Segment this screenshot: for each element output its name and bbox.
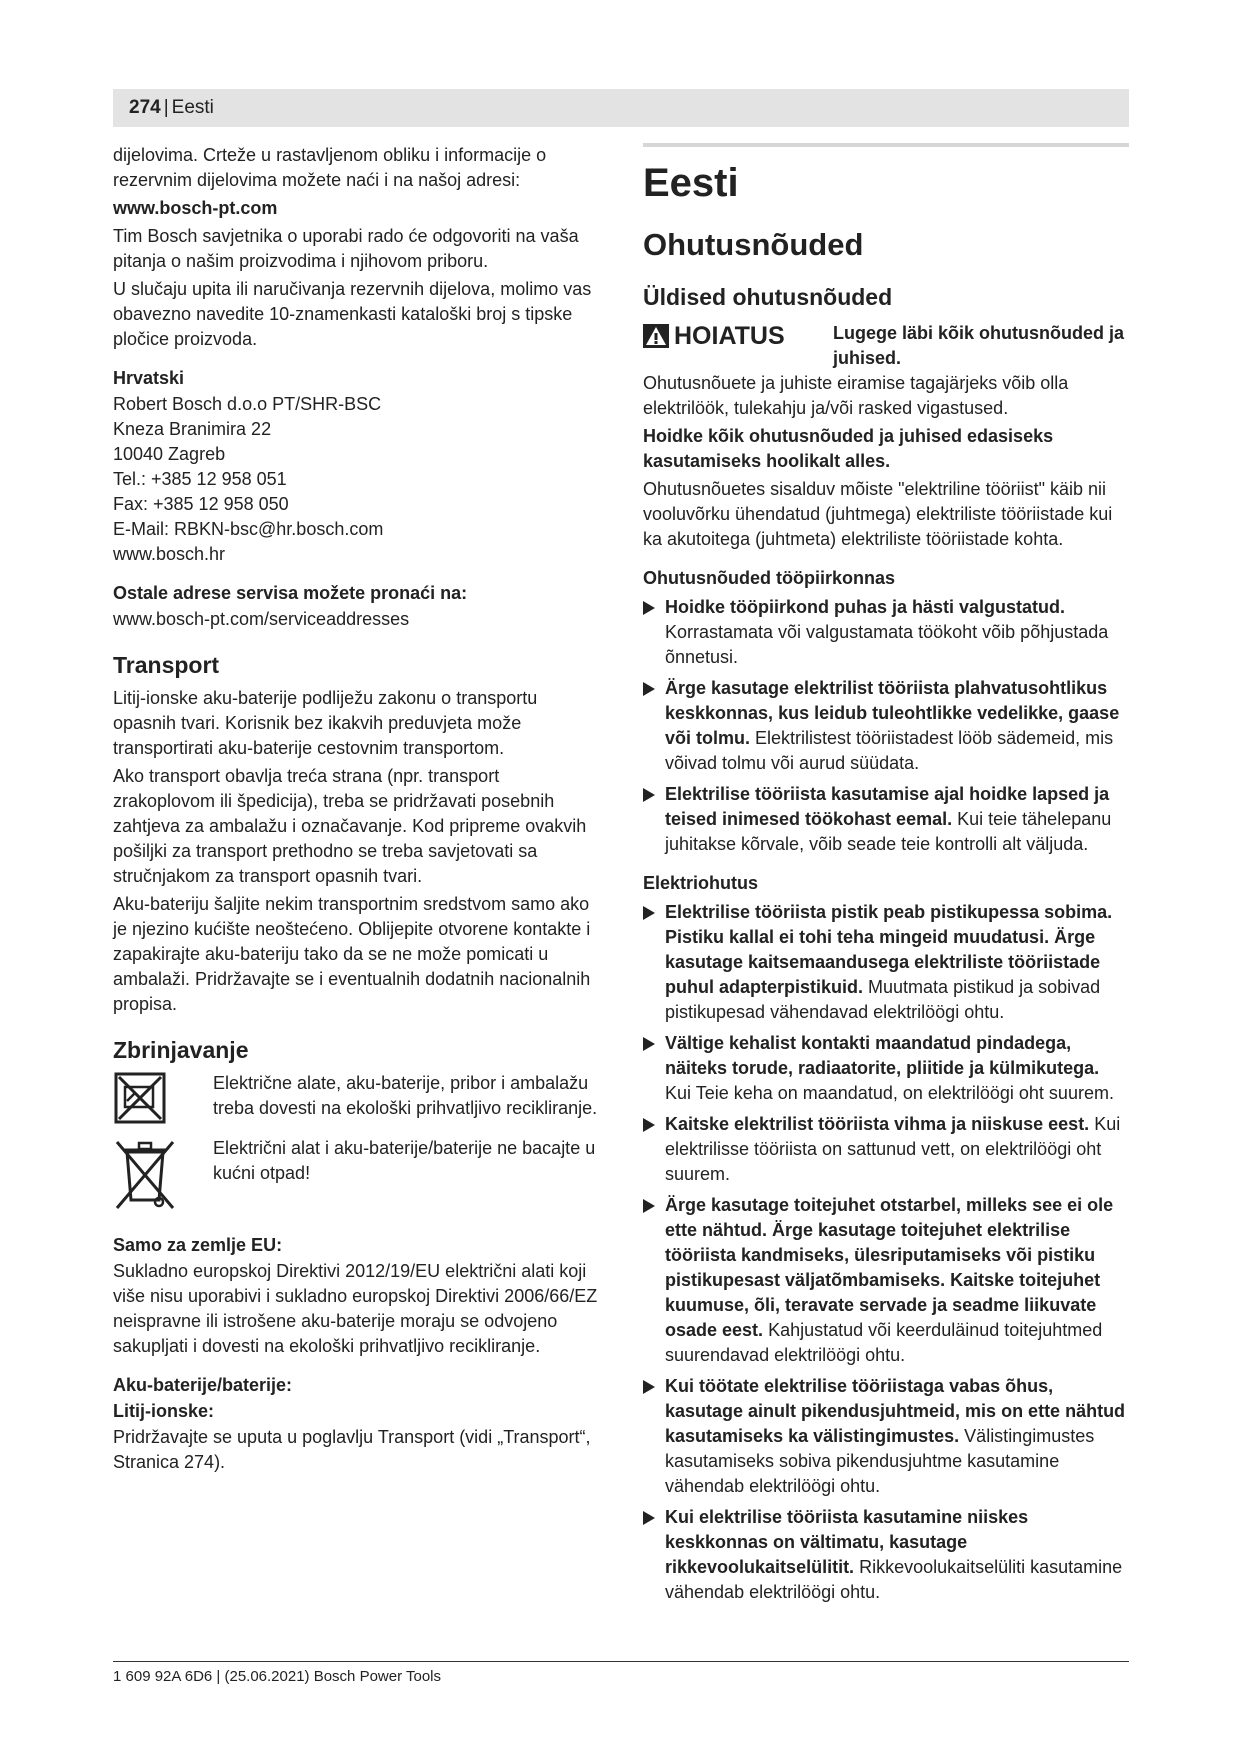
bullet-arrow-icon — [643, 1118, 655, 1132]
bosch-url: www.bosch-pt.com — [113, 198, 278, 218]
list-item: Ärge kasutage toitejuhet otstarbel, milleks see ei ole ette nähtud. Ärge kasutage toitejuhet elektrilise tööriista kandmiseks, ülesriputamiseks või pistiku pistikupesast väljatõmbamiseks. Kaitske toitejuhet kuumuse, õli, teravate servade ja seadme liikuvate osade eest. Kahjustatud või keerduläinud toitejuhtmed suurendavad elektrilöögi ohtu. — [643, 1193, 1129, 1368]
intro-para-1: dijelovima. Crteže u rastavljenom obliku i informacije o rezervnim dijelovima možete naći i na našoj adresi: — [113, 145, 547, 190]
header-section: Eesti — [171, 97, 214, 118]
intro-para-3: U slučaju upita ili naručivanja rezervnih dijelova, molimo vas obavezno navedite 10-znamenkasti kataloški broj s tipske pločice proizvoda. — [113, 279, 592, 349]
aku-title: Aku-baterije/baterije: — [113, 1375, 293, 1395]
service-title: Ostale adrese servisa možete pronaći na: — [113, 583, 468, 603]
transport-para: Ako transport obavlja treća strana (npr. transport zrakoplovom ili špedicija), treba se pridržavati posebnih zahtjeva za ambalažu i označavanje. Kod pripreme ovakvih pošiljki za transport prethodno se treba savjetovati sa stručnjakom za transport opasnih tvari. — [113, 766, 587, 886]
electrical-title: Elektriohutus — [643, 873, 759, 893]
warning-bold: Lugege läbi kõik ohutusnõuded ja juhised. — [833, 323, 1125, 368]
page-number: 274 — [129, 97, 161, 118]
bullet-arrow-icon — [643, 1037, 655, 1051]
warning-triangle-icon — [643, 324, 669, 348]
address-line: Fax: +385 12 958 050 — [113, 494, 289, 514]
header-separator: | — [163, 97, 169, 118]
hrvatski-title: Hrvatski — [113, 368, 185, 388]
litij-text: Pridržavajte se uputa u poglavlju Transport (vidi „Transport“, Stranica 274). — [113, 1427, 591, 1472]
page-footer: 1 609 92A 6D6 | (25.06.2021) Bosch Power Tools — [113, 1668, 442, 1685]
keep-instructions: Hoidke kõik ohutusnõuded ja juhised edasiseks kasutamiseks hoolikalt alles. — [643, 426, 1054, 471]
bullet-arrow-icon — [643, 601, 655, 615]
warning-signal — [643, 321, 833, 351]
disposal-text-1: Električne alate, aku-baterije, pribor i ambalažu treba dovesti na ekološki prihvatljivo recikliranje. — [213, 1073, 598, 1118]
service-url: www.bosch-pt.com/serviceaddresses — [113, 609, 410, 629]
section-rule — [643, 143, 1129, 147]
bullet-arrow-icon — [643, 906, 655, 920]
transport-para: Litij-ionske aku-baterije podliježu zakonu o transportu opasnih tvari. Korisnik bez ikakvih preduvjeta može transportirati aku-baterije cestovnim transportom. — [113, 688, 538, 758]
crossed-bin-icon — [113, 1136, 213, 1219]
intro-para-2: Tim Bosch savjetnika o uporabi rado će odgovoriti na vaša pitanja o našim proizvodima i njihovom priboru. — [113, 226, 579, 271]
bullet-arrow-icon — [643, 1380, 655, 1394]
list-item: Kui töötate elektrilise tööriistaga vabas õhus, kasutage ainult pikendusjuhtmeid, mis on ette nähtud kasutamiseks ka välistingimustes. Välistingimustes kasutamiseks sobiva pikendusjuhtme kasutamine vähendab elektrilöögi ohtu. — [643, 1374, 1129, 1499]
page-header — [113, 89, 1129, 127]
workplace-title: Ohutusnõuded tööpiirkonnas — [643, 568, 895, 588]
address-line: www.bosch.hr — [113, 544, 226, 564]
general-safety-title: Üldised ohutusnõuded — [643, 284, 893, 310]
list-item: Hoidke tööpiirkond puhas ja hästi valgustatud. Korrastamata või valgustamata töökoht võib põhjustada õnnetusi. — [643, 595, 1129, 670]
list-item: Ärge kasutage elektrilist tööriista plahvatusohtlikus keskkonnas, kus leidub tuleohtlikke vedelikke, gaase või tolmu. Elektrilistest tööriistadest lööb sädemeid, mis võivad tolmu või aurud süüdata. — [643, 676, 1129, 776]
safety-title: Ohutusnõuded — [643, 227, 864, 262]
eu-title: Samo za zemlje EU: — [113, 1235, 283, 1255]
litij-title: Litij-ionske: — [113, 1401, 215, 1421]
list-item: Kaitske elektrilist tööriista vihma ja niiskuse eest. Kui elektrilisse tööriista on sattunud vett, on elektrilöögi oht suurem. — [643, 1112, 1129, 1187]
warning-block — [643, 321, 1129, 371]
disposal-row-recycle — [113, 1071, 603, 1132]
warning-plain: Ohutusnõuete ja juhiste eiramise tagajärjeks võib olla elektrilöök, tulekahju ja/või rasked vigastused. — [643, 373, 1069, 418]
warning-label: HOIATUS — [674, 322, 785, 350]
disposal-text-2: Električni alat i aku-baterije/baterije ne bacajte u kućni otpad! — [213, 1138, 596, 1183]
eu-text: Sukladno europskoj Direktivi 2012/19/EU električni alati koji više nisu uporabivi i sukladno europskoj Direktivi 2006/66/EZ neispravne ili istrošene aku-baterije moraju se odvojeno sakupljati i dovesti na ekološki prihvatljivo recikliranje. — [113, 1261, 598, 1356]
recycle-packaging-icon — [113, 1071, 213, 1132]
disposal-row-bin — [113, 1136, 603, 1219]
footer-rule — [113, 1661, 1129, 1662]
bullet-arrow-icon — [643, 682, 655, 696]
address-line: Kneza Branimira 22 — [113, 419, 272, 439]
list-item: Elektrilise tööriista pistik peab pistikupessa sobima. Pistiku kallal ei tohi teha mingeid muudatusi. Ärge kasutage kaitsemaandusega elektriliste tööriistade puhul adapterpistikuid. Muutmata pistikud ja sobivad pistikupesad vähendavad elektrilöögi ohtu. — [643, 900, 1129, 1025]
address-line: Robert Bosch d.o.o PT/SHR-BSC — [113, 394, 382, 414]
transport-title: Transport — [113, 652, 220, 678]
list-item: Elektrilise tööriista kasutamise ajal hoidke lapsed ja teised inimesed töökohast eemal. Kui teie tähelepanu juhitakse kõrvale, võib seade teie kontrolli alt väljuda. — [643, 782, 1129, 857]
address-line: E-Mail: RBKN-bsc@hr.bosch.com — [113, 519, 384, 539]
list-item: Vältige kehalist kontakti maandatud pindadega, näiteks torude, radiaatorite, pliitide ja külmikutega. Kui Teie keha on maandatud, on elektrilöögi oht suurem. — [643, 1031, 1129, 1106]
right-column — [643, 143, 1129, 1611]
bullet-arrow-icon — [643, 1199, 655, 1213]
address-block — [113, 392, 603, 567]
transport-para: Aku-bateriju šaljite nekim transportnim sredstvom samo ako je njezino kućište neoštećeno. Oblijepite otvorene kontakte i zapakirajte aku-bateriju tako da se ne može pomicati u ambalaži. Pridržavajte se i eventualnih dodatnih nacionalnih propisa. — [113, 894, 591, 1014]
bullet-arrow-icon — [643, 1511, 655, 1525]
address-line: Tel.: +385 12 958 051 — [113, 469, 287, 489]
tool-definition: Ohutusnõuetes sisalduv mõiste "elektriline tööriist" käib nii vooluvõrku ühendatud (juhtmega) elektriliste tööriistade kui ka akutoitega (juhtmeta) elektriliste tööriistade kohta. — [643, 479, 1113, 549]
disposal-title: Zbrinjavanje — [113, 1037, 249, 1063]
lang-title: Eesti — [643, 161, 739, 205]
bullet-arrow-icon — [643, 788, 655, 802]
list-item: Kui elektrilise tööriista kasutamine niiskes keskkonnas on vältimatu, kasutage rikkevoolukaitselülitit. Rikkevoolukaitselüliti kasutamine vähendab elektrilöögi ohtu. — [643, 1505, 1129, 1605]
address-line: 10040 Zagreb — [113, 444, 226, 464]
left-column — [113, 143, 603, 1478]
